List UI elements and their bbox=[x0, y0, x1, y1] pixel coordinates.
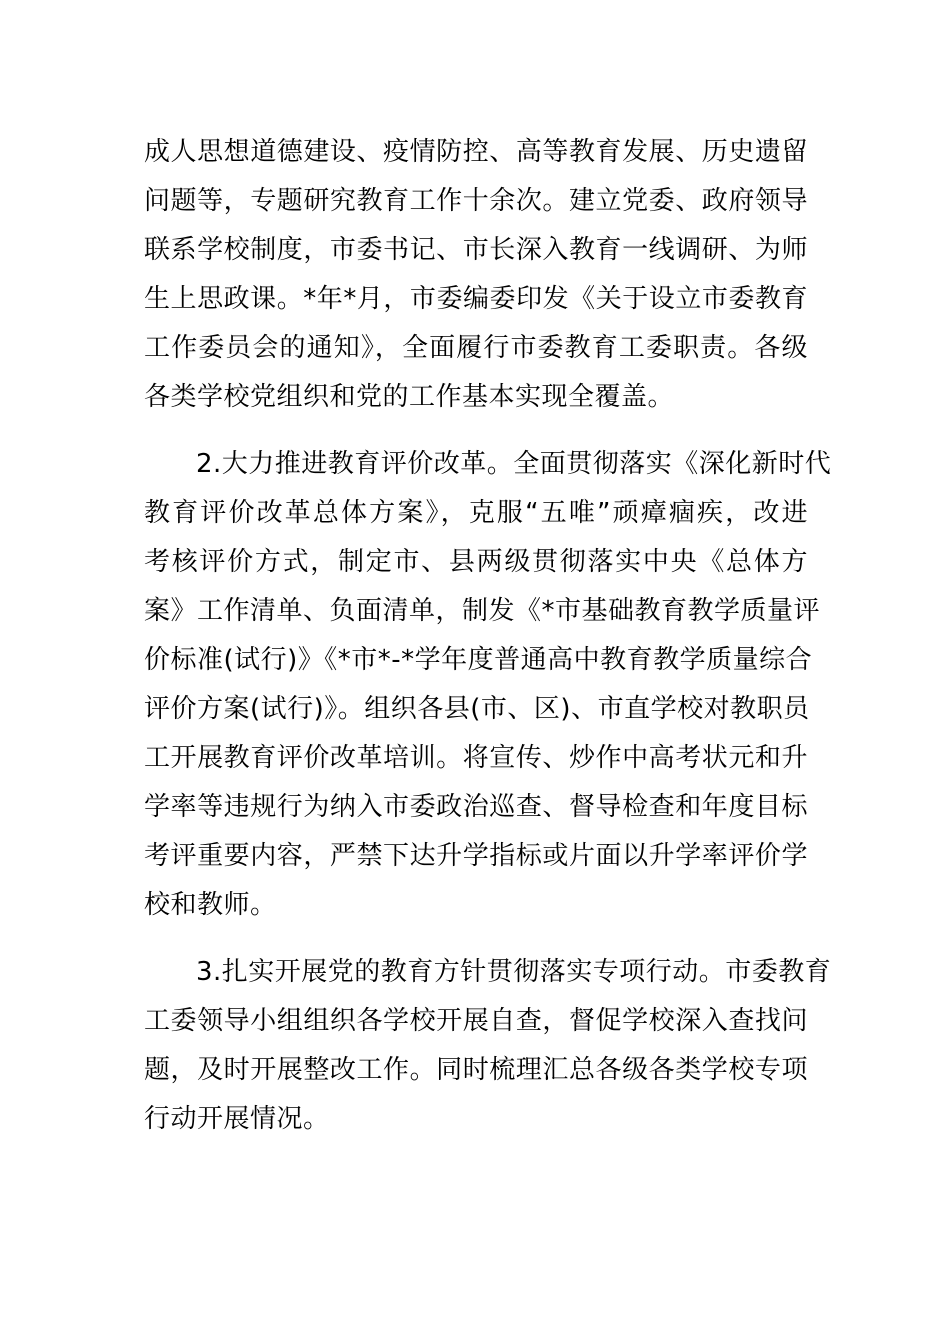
text-line: 学率等违规行为纳入市委政治巡查、督导检查和年度目标 bbox=[144, 792, 808, 822]
text-line: 行动开展情况。 bbox=[144, 1104, 330, 1134]
text-line: 2.大力推进教育评价改革。全面贯彻落实《深化新时代 bbox=[196, 449, 832, 479]
text-line: 工委领导小组组织各学校开展自查，督促学校深入查找问 bbox=[144, 1006, 808, 1036]
text-line: 评价方案(试行)》。组织各县(市、区)、市直学校对教职员 bbox=[144, 694, 810, 724]
text-line: 案》工作清单、负面清单，制发《*市基础教育教学质量评 bbox=[144, 596, 821, 626]
text-line: 成人思想道德建设、疫情防控、高等教育发展、历史遗留 bbox=[144, 137, 808, 167]
text-line: 生上思政课。*年*月，市委编委印发《关于设立市委教育 bbox=[144, 284, 808, 314]
text-line: 工开展教育评价改革培训。将宣传、炒作中高考状元和升 bbox=[144, 743, 808, 773]
text-line: 联系学校制度，市委书记、市长深入教育一线调研、为师 bbox=[144, 235, 808, 265]
text-line: 教育评价改革总体方案》，克服“五唯”顽瘴痼疾，改进 bbox=[144, 498, 808, 528]
text-line: 工作委员会的通知》，全面履行市委教育工委职责。各级 bbox=[144, 333, 808, 363]
text-line: 各类学校党组织和党的工作基本实现全覆盖。 bbox=[144, 382, 675, 412]
text-line: 题，及时开展整改工作。同时梳理汇总各级各类学校专项 bbox=[144, 1055, 808, 1085]
text-line: 问题等，专题研究教育工作十余次。建立党委、政府领导 bbox=[144, 186, 808, 216]
text-line: 考评重要内容，严禁下达升学指标或片面以升学率评价学 bbox=[144, 841, 808, 871]
paragraph-1 bbox=[144, 128, 808, 422]
text-line: 价标准(试行)》《*市*-*学年度普通高中教育教学质量综合 bbox=[144, 645, 813, 675]
text-line: 校和教师。 bbox=[144, 890, 277, 920]
paragraph-3 bbox=[144, 948, 832, 1144]
paragraph-2 bbox=[144, 440, 832, 930]
text-line: 考核评价方式，制定市、县两级贯彻落实中央《总体方 bbox=[144, 547, 808, 577]
text-line: 3.扎实开展党的教育方针贯彻落实专项行动。市委教育 bbox=[196, 957, 832, 987]
